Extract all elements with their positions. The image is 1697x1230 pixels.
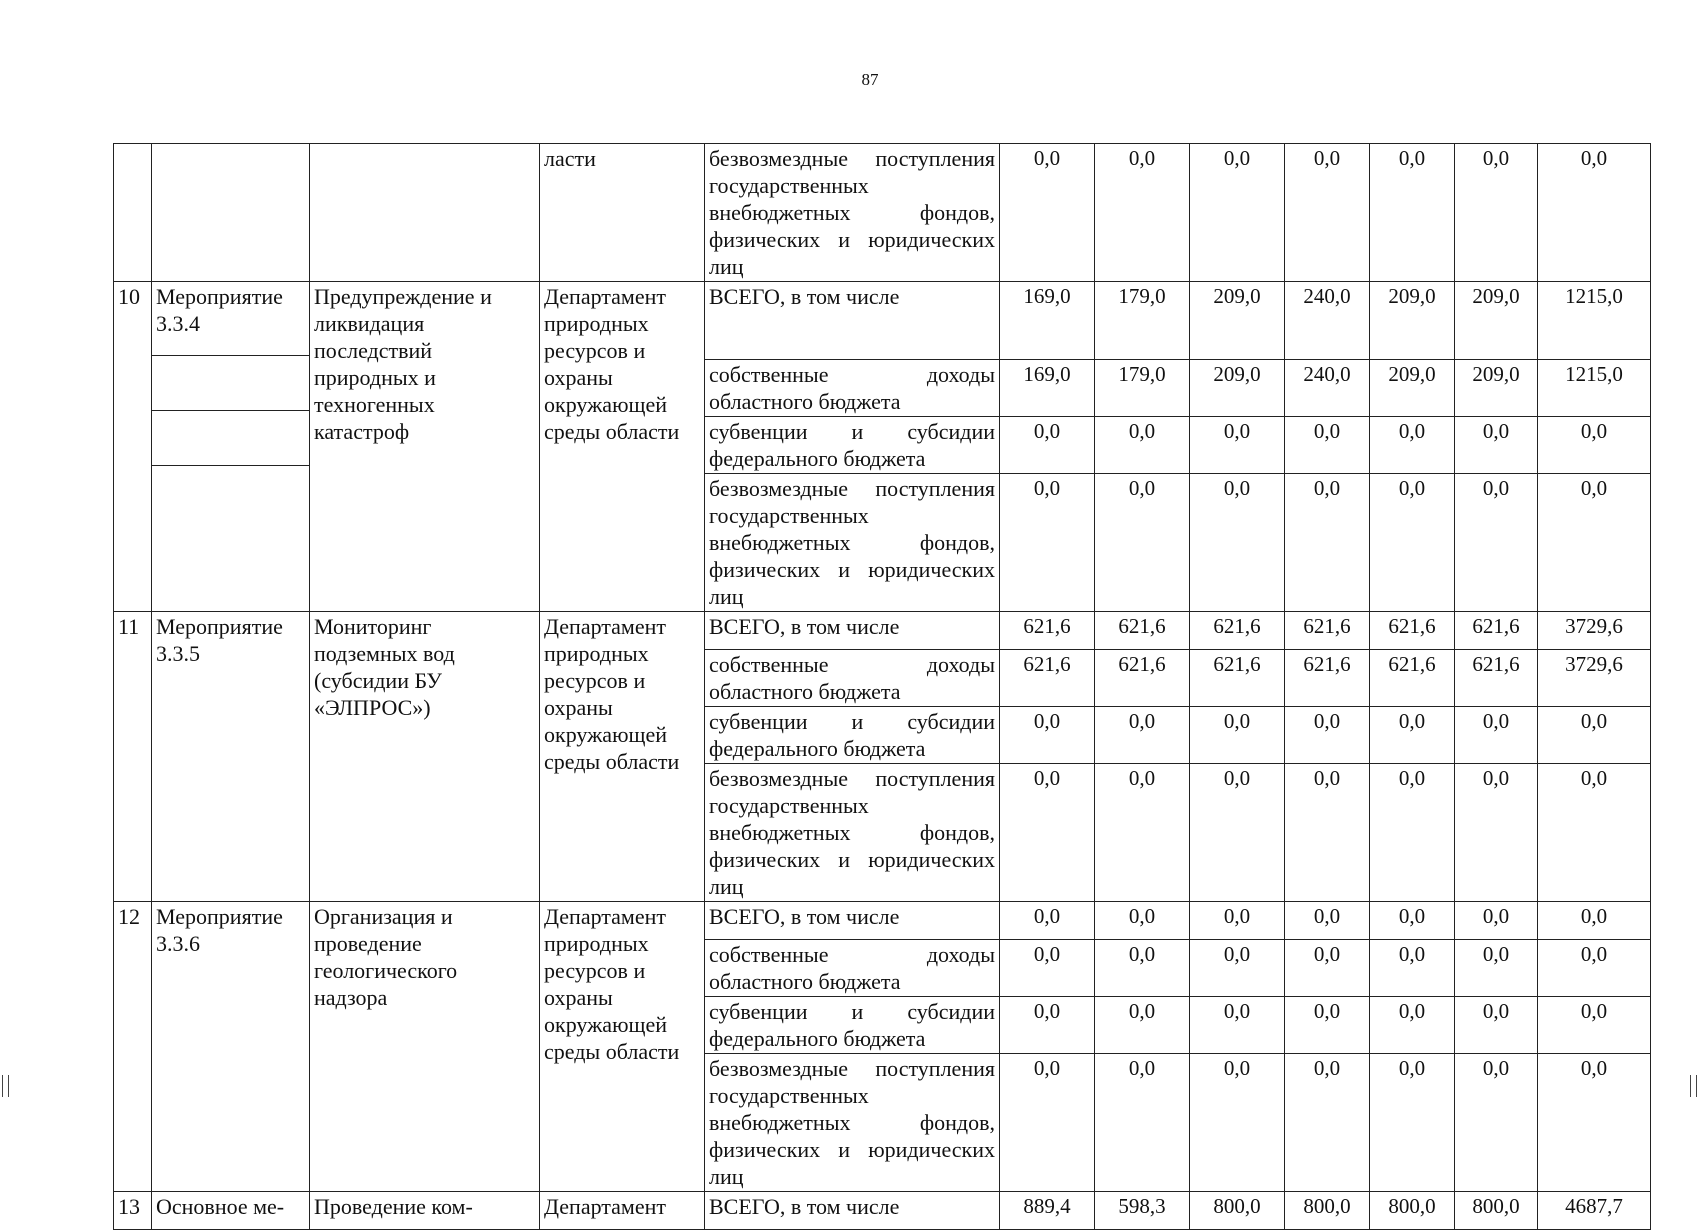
value-cell: 209,0: [1370, 282, 1455, 360]
action-name-cell: [310, 144, 540, 282]
value-cell: 0,0: [1455, 144, 1538, 282]
funding-source-cell: субвенции и субсидии федерального бюджета: [705, 707, 1000, 764]
value-cell: 0,0: [1370, 940, 1455, 997]
action-name-cell: Организация и проведение геологического надзора: [310, 902, 540, 1192]
cell-divider: [152, 410, 309, 411]
value-cell: 0,0: [1285, 1054, 1370, 1192]
table-row: [114, 282, 1651, 360]
left-scan-mark: [2, 1075, 9, 1097]
value-cell: 209,0: [1455, 282, 1538, 360]
value-cell: 0,0: [1455, 764, 1538, 902]
value-cell: 0,0: [1285, 707, 1370, 764]
value-cell: 0,0: [1000, 707, 1095, 764]
value-cell: 800,0: [1455, 1192, 1538, 1230]
row-number-cell: 11: [114, 612, 152, 902]
value-cell: 800,0: [1190, 1192, 1285, 1230]
value-cell: 621,6: [1285, 650, 1370, 707]
total-value-cell: 1215,0: [1538, 360, 1651, 417]
row-number-cell: 12: [114, 902, 152, 1192]
budget-table: [113, 143, 1651, 1230]
value-cell: 0,0: [1000, 940, 1095, 997]
value-cell: 0,0: [1000, 902, 1095, 940]
value-cell: 621,6: [1000, 612, 1095, 650]
cell-divider: [152, 465, 309, 466]
value-cell: 0,0: [1370, 707, 1455, 764]
value-cell: 169,0: [1000, 282, 1095, 360]
funding-source-cell: ВСЕГО, в том числе: [705, 612, 1000, 650]
executor-cell: Департамент: [540, 1192, 705, 1230]
total-value-cell: 1215,0: [1538, 282, 1651, 360]
total-value-cell: 3729,6: [1538, 612, 1651, 650]
right-scan-mark: [1690, 1075, 1697, 1097]
total-value-cell: 0,0: [1538, 997, 1651, 1054]
value-cell: 0,0: [1095, 417, 1190, 474]
value-cell: 209,0: [1370, 360, 1455, 417]
value-cell: 621,6: [1370, 612, 1455, 650]
value-cell: 598,3: [1095, 1192, 1190, 1230]
table-row: [114, 612, 1651, 650]
value-cell: 0,0: [1190, 417, 1285, 474]
value-cell: 621,6: [1000, 650, 1095, 707]
total-value-cell: 3729,6: [1538, 650, 1651, 707]
value-cell: 0,0: [1285, 997, 1370, 1054]
value-cell: 179,0: [1095, 360, 1190, 417]
value-cell: 0,0: [1370, 764, 1455, 902]
value-cell: 240,0: [1285, 360, 1370, 417]
page-number: 87: [861, 70, 879, 89]
value-cell: 0,0: [1455, 1054, 1538, 1192]
value-cell: 0,0: [1000, 417, 1095, 474]
total-value-cell: 0,0: [1538, 764, 1651, 902]
value-cell: 0,0: [1285, 764, 1370, 902]
funding-source-cell: безвозмездные поступления государственных внебюджетных фондов, физических и юридических лиц: [705, 1054, 1000, 1192]
total-value-cell: 4687,7: [1538, 1192, 1651, 1230]
value-cell: 0,0: [1000, 1054, 1095, 1192]
table-row: [114, 1192, 1651, 1230]
value-cell: 209,0: [1190, 282, 1285, 360]
total-value-cell: 0,0: [1538, 144, 1651, 282]
value-cell: 0,0: [1370, 474, 1455, 612]
value-cell: 0,0: [1370, 997, 1455, 1054]
value-cell: 0,0: [1000, 997, 1095, 1054]
total-value-cell: 0,0: [1538, 940, 1651, 997]
total-value-cell: 0,0: [1538, 474, 1651, 612]
funding-source-cell: субвенции и субсидии федерального бюджета: [705, 997, 1000, 1054]
funding-source-cell: безвозмездные поступления государственных внебюджетных фондов, физических и юридических лиц: [705, 764, 1000, 902]
row-number-cell: 13: [114, 1192, 152, 1230]
total-value-cell: 0,0: [1538, 707, 1651, 764]
value-cell: 621,6: [1455, 612, 1538, 650]
value-cell: 0,0: [1095, 902, 1190, 940]
funding-source-cell: субвенции и субсидии федерального бюджета: [705, 417, 1000, 474]
value-cell: 889,4: [1000, 1192, 1095, 1230]
value-cell: 0,0: [1370, 417, 1455, 474]
value-cell: 621,6: [1190, 650, 1285, 707]
funding-source-cell: ВСЕГО, в том числе: [705, 1192, 1000, 1230]
total-value-cell: 0,0: [1538, 417, 1651, 474]
value-cell: 0,0: [1000, 764, 1095, 902]
value-cell: 621,6: [1455, 650, 1538, 707]
value-cell: 0,0: [1455, 417, 1538, 474]
action-name-cell: Мониторинг подземных вод (субсидии БУ «ЭЛПРОС»): [310, 612, 540, 902]
funding-source-cell: ВСЕГО, в том числе: [705, 282, 1000, 360]
value-cell: 0,0: [1285, 902, 1370, 940]
total-value-cell: 0,0: [1538, 1054, 1651, 1192]
value-cell: 0,0: [1190, 1054, 1285, 1192]
value-cell: 0,0: [1190, 707, 1285, 764]
action-cell: Мероприятие 3.3.4: [152, 282, 310, 612]
value-cell: 169,0: [1000, 360, 1095, 417]
value-cell: 0,0: [1095, 997, 1190, 1054]
table-row: [114, 144, 1651, 282]
cell-divider: [152, 355, 309, 356]
action-cell: Мероприятие 3.3.6: [152, 902, 310, 1192]
value-cell: 621,6: [1095, 612, 1190, 650]
value-cell: 0,0: [1190, 940, 1285, 997]
row-number-cell: 10: [114, 282, 152, 612]
value-cell: 0,0: [1285, 417, 1370, 474]
value-cell: 0,0: [1455, 902, 1538, 940]
table-row: [114, 902, 1651, 940]
value-cell: 0,0: [1190, 144, 1285, 282]
value-cell: 0,0: [1000, 144, 1095, 282]
funding-source-cell: ВСЕГО, в том числе: [705, 902, 1000, 940]
value-cell: 0,0: [1455, 707, 1538, 764]
value-cell: 0,0: [1370, 1054, 1455, 1192]
action-cell: [152, 144, 310, 282]
value-cell: 0,0: [1095, 764, 1190, 902]
funding-source-cell: собственные доходы областного бюджета: [705, 360, 1000, 417]
value-cell: 0,0: [1455, 940, 1538, 997]
value-cell: 621,6: [1370, 650, 1455, 707]
value-cell: 621,6: [1095, 650, 1190, 707]
action-name-cell: Предупреждение и ликвидация последствий природных и техногенных катастроф: [310, 282, 540, 612]
value-cell: 0,0: [1095, 940, 1190, 997]
action-cell: Мероприятие 3.3.5: [152, 612, 310, 902]
value-cell: 800,0: [1285, 1192, 1370, 1230]
executor-cell: Департамент природных ресурсов и охраны окружающей среды области: [540, 282, 705, 612]
value-cell: 240,0: [1285, 282, 1370, 360]
row-number-cell: [114, 144, 152, 282]
value-cell: 209,0: [1190, 360, 1285, 417]
value-cell: 0,0: [1095, 474, 1190, 612]
value-cell: 800,0: [1370, 1192, 1455, 1230]
value-cell: 621,6: [1285, 612, 1370, 650]
value-cell: 0,0: [1190, 902, 1285, 940]
value-cell: 0,0: [1190, 764, 1285, 902]
total-value-cell: 0,0: [1538, 902, 1651, 940]
value-cell: 0,0: [1095, 1054, 1190, 1192]
funding-source-cell: безвозмездные поступления государственных внебюджетных фондов, физических и юридических лиц: [705, 474, 1000, 612]
value-cell: 0,0: [1285, 144, 1370, 282]
funding-source-cell: собственные доходы областного бюджета: [705, 650, 1000, 707]
funding-source-cell: безвозмездные поступления государственных внебюджетных фондов, физических и юридических лиц: [705, 144, 1000, 282]
value-cell: 0,0: [1285, 474, 1370, 612]
action-name-cell: Проведение ком-: [310, 1192, 540, 1230]
value-cell: 0,0: [1455, 997, 1538, 1054]
value-cell: 0,0: [1000, 474, 1095, 612]
executor-cell: Департамент природных ресурсов и охраны окружающей среды области: [540, 612, 705, 902]
value-cell: 0,0: [1455, 474, 1538, 612]
funding-source-cell: собственные доходы областного бюджета: [705, 940, 1000, 997]
action-cell: Основное ме-: [152, 1192, 310, 1230]
executor-cell: Департамент природных ресурсов и охраны окружающей среды области: [540, 902, 705, 1192]
table-body: [114, 144, 1651, 1230]
executor-cell: ласти: [540, 144, 705, 282]
value-cell: 0,0: [1190, 474, 1285, 612]
value-cell: 0,0: [1370, 144, 1455, 282]
value-cell: 209,0: [1455, 360, 1538, 417]
value-cell: 0,0: [1095, 707, 1190, 764]
value-cell: 621,6: [1190, 612, 1285, 650]
value-cell: 0,0: [1095, 144, 1190, 282]
value-cell: 0,0: [1370, 902, 1455, 940]
value-cell: 0,0: [1190, 997, 1285, 1054]
value-cell: 0,0: [1285, 940, 1370, 997]
value-cell: 179,0: [1095, 282, 1190, 360]
